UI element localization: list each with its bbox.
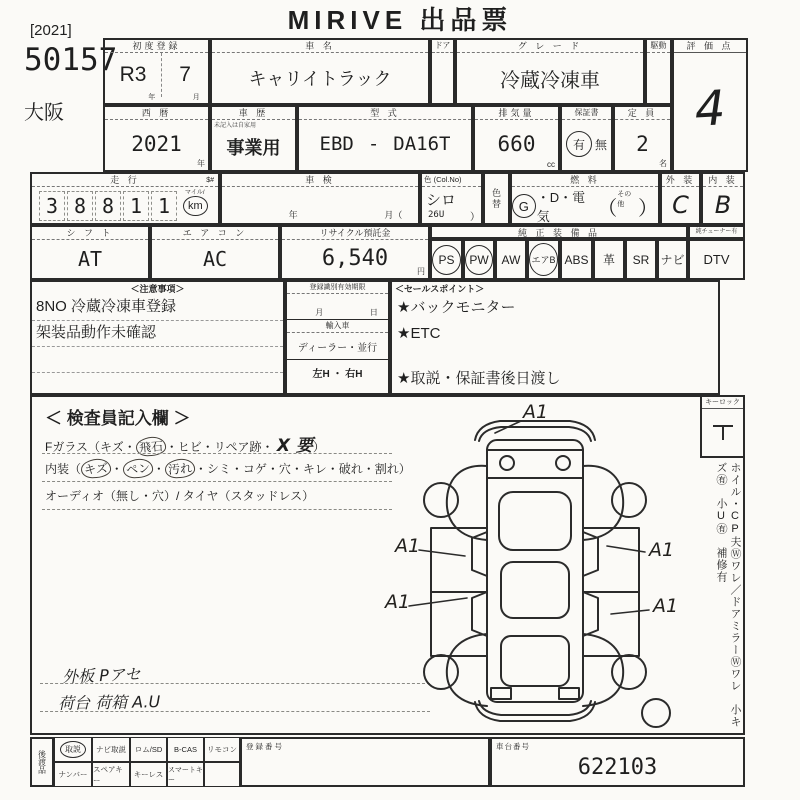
first-registration-unit-year: 年 (148, 94, 156, 101)
right-rear-window (583, 592, 598, 636)
color-change-label: 色替 (491, 187, 501, 210)
car-name-value: キャリイトラック (248, 69, 392, 89)
cell-color-change (483, 172, 510, 225)
fuel-options: ・D・電気 (536, 190, 586, 224)
fuel-paren-close: ） (638, 197, 658, 220)
equipment-item-abs (560, 239, 593, 280)
cell-mileage (30, 172, 220, 225)
handover-item-label: ロム/SD (134, 745, 163, 754)
inspection-unit-year: 年 (288, 210, 298, 220)
auction-year-bracket: [2021] (30, 22, 72, 39)
cell-warranty (560, 105, 613, 172)
auction-region: 大阪 (24, 102, 64, 124)
model-code-dash: - (367, 133, 380, 155)
left-rear-window (472, 592, 487, 636)
equipment-item-pw (463, 239, 495, 280)
chassis-number-cell (490, 737, 745, 787)
inspector-hand-note: 外板 Pアセ (61, 664, 141, 687)
fuel-label: 燃 料 (512, 174, 658, 187)
annotation-leader (419, 550, 465, 556)
mileage-digit: 8 (67, 191, 93, 221)
handover-item-spare-key (92, 762, 130, 787)
handover-item-label: 取説 (60, 741, 86, 758)
cell-registration-box (285, 280, 390, 395)
handover-item-label: スマートキー (168, 766, 203, 784)
equipment-item-aw (495, 239, 527, 280)
notes-line: 8NO 冷蔵冷凍車登録 (32, 295, 283, 321)
fuel-other: その他 (617, 191, 632, 208)
inspection-label: 車 検 (222, 174, 418, 187)
equipment-item-label: DTV (703, 252, 730, 267)
mileage-unit-circled: km (183, 196, 208, 216)
model-year-unit: 年 (197, 159, 205, 168)
displacement-unit: cc (547, 160, 555, 169)
equipment-item-label: SR (632, 252, 650, 267)
equipment-item-label: 革 (602, 253, 615, 267)
dotted-rule (42, 453, 392, 454)
cell-sales-points (390, 280, 720, 395)
handover-item-label: キーレス (133, 770, 164, 779)
right-mirror (556, 456, 570, 470)
mileage-label: 走 行 (110, 175, 140, 185)
capacity-value: 2 (636, 132, 649, 156)
equipment-item-ps (430, 239, 463, 280)
interior-value: B (714, 191, 732, 219)
damage-annotation: A1 (385, 591, 411, 613)
equipment-item-sr (625, 239, 657, 280)
handover-item-navi-manual (92, 737, 130, 762)
tuner-note-label: 純チューナー有 (695, 229, 738, 235)
dotted-rule (42, 509, 392, 510)
damage-annotation: A1 (653, 595, 679, 617)
mileage-symbol: $# (206, 177, 214, 184)
rear-right-wheel (612, 655, 646, 689)
handover-item-rom-sd (130, 737, 167, 762)
aircon-value: AC (202, 247, 228, 271)
handover-item-number-plate (54, 762, 92, 787)
mileage-unit-small: マイル/ (185, 190, 205, 196)
auction-number: 50157 (24, 42, 118, 78)
color-code: 26U (428, 210, 445, 220)
interior-sep: ・ (152, 462, 165, 476)
inspector-interior-line (45, 459, 411, 478)
cell-first-registration (103, 38, 210, 105)
handover-item-label: スペアキー (93, 764, 123, 785)
keylock-handwritten-mark-icon (713, 423, 733, 441)
rear-bumper-inner (479, 701, 591, 715)
inspector-hand-note: 荷台 荷箱 A.U (57, 692, 161, 713)
glass-circled-item: 飛石 (135, 436, 166, 457)
warranty-yes-circled: 有 (566, 131, 592, 157)
interior-circled-item: キズ (80, 458, 111, 479)
handle-position: 左H ・ 右H (312, 368, 363, 380)
cell-model-year (103, 105, 210, 172)
cell-car-name (210, 38, 430, 105)
sales-point-item: ★取説・保証書後日渡し (397, 370, 561, 387)
capacity-unit: 名 (659, 159, 667, 168)
warranty-no: 無 (594, 137, 607, 152)
shift-value: AT (77, 247, 103, 271)
inspector-title: ＜ 検査員記入欄 ＞ (45, 409, 191, 428)
handover-item-label: リモコン (207, 745, 237, 754)
warranty-label: 保証書 (562, 107, 611, 120)
keylock-box (700, 395, 745, 458)
chassis-number-value: 622103 (577, 754, 658, 780)
grade-value: 冷蔵冷凍車 (500, 69, 600, 92)
equipment-item-airbag (527, 239, 560, 280)
model-code-label: 型 式 (299, 107, 471, 120)
rear-bed-window (501, 636, 569, 686)
registration-month: 月 (315, 308, 324, 317)
first-registration-unit-month: 月 (192, 94, 200, 101)
dotted-rule (42, 481, 392, 482)
history-note: 未記入は自家用 (214, 123, 257, 129)
model-year-value: 2021 (131, 132, 182, 156)
interior-circled-item: 汚れ (164, 458, 195, 479)
annotation-leader (611, 610, 649, 614)
cell-aircon (150, 225, 280, 280)
cell-interior-grade (701, 172, 745, 225)
equipment-item-label: AW (501, 252, 521, 267)
exterior-label: 外 装 (662, 174, 699, 187)
grade-label: グ レ ー ド (457, 40, 643, 53)
registration-number-cell (240, 737, 490, 787)
equipment-item-navi (657, 239, 688, 280)
import-type: ディーラー・並行 (287, 333, 388, 360)
keylock-label: キーロック (702, 397, 743, 409)
handover-item-label: ナンバー (58, 770, 88, 779)
exterior-value: C (672, 191, 689, 219)
equipment-header (430, 225, 688, 239)
front-left-wheel (424, 483, 458, 517)
import-label: 輸入車 (287, 320, 388, 333)
interior-text: 内装（ (45, 462, 82, 476)
cell-color (420, 172, 483, 225)
inspector-audio-line: オーディオ（無し・穴）/ タイヤ（スタッドレス） (45, 489, 315, 503)
capacity-label: 定 員 (615, 107, 670, 120)
cell-exterior-grade (660, 172, 701, 225)
aircon-label: エ ア コ ン (152, 227, 278, 240)
color-value: シロ (426, 192, 457, 209)
inspection-unit-month: 月（ (384, 210, 403, 220)
equipment-tuner-note (688, 225, 745, 239)
recycle-value: 6,540 (321, 245, 389, 271)
model-code-prefix: EBD (319, 133, 354, 155)
sheet-title: MIRIVE 出品票 (287, 5, 513, 35)
handover-item-label: B-CAS (174, 745, 197, 754)
chassis-number-label: 車台番号 (496, 742, 530, 751)
interior-text: ・シミ・コゲ・穴・キレ・破れ・割れ） (194, 462, 411, 476)
handover-item-manual (54, 737, 92, 762)
recycle-unit: 円 (417, 267, 425, 276)
history-value: 事業用 (226, 138, 281, 158)
cell-inspection (220, 172, 420, 225)
door-label: ドア (432, 40, 453, 53)
left-mirror (500, 456, 514, 470)
cell-fuel (510, 172, 660, 225)
rear-bumper (475, 702, 595, 721)
cell-door (430, 38, 455, 105)
equipment-label: 純 正 装 備 品 (517, 228, 600, 238)
cell-capacity (613, 105, 672, 172)
equipment-item-label: エアB (529, 243, 558, 276)
cell-history (210, 105, 297, 172)
notes-line: 架装品動作未確認 (32, 321, 283, 347)
equipment-item-label: PS (432, 245, 461, 275)
rear-corner-left (491, 688, 511, 699)
mid-section (501, 562, 569, 618)
interior-sep: ・ (110, 462, 123, 476)
cell-score (672, 38, 748, 172)
interior-circled-item: ペン (122, 458, 153, 479)
first-registration-month: 7 (179, 63, 191, 86)
damage-annotation: A1 (395, 535, 421, 557)
sales-points-label: ＜セールスポイント＞ (395, 284, 485, 294)
color-paren: ） (470, 212, 480, 223)
spare-mark-circle (642, 699, 670, 727)
handover-item-smart-key (167, 762, 204, 787)
front-bumper (475, 421, 595, 440)
model-code-value: DA16T (393, 133, 451, 155)
damage-annotation: A1 (523, 401, 549, 423)
interior-label: 内 装 (703, 174, 743, 187)
mileage-digit: 3 (39, 191, 65, 221)
mileage-digit: 1 (123, 191, 149, 221)
displacement-value: 660 (497, 132, 536, 156)
registration-number-label: 登録番号 (246, 742, 284, 751)
cell-shift (30, 225, 150, 280)
front-bumper-inner (479, 427, 591, 441)
cab-roof-window (499, 492, 571, 550)
annotation-leader (409, 598, 467, 606)
cell-displacement (473, 105, 560, 172)
fuel-gasoline-circled: G (512, 194, 536, 218)
glass-text: ・ヒビ・リペア跡・ (165, 440, 274, 454)
handover-item-bcas (167, 737, 204, 762)
score-value: 4 (693, 80, 727, 138)
equipment-item-dtv (688, 239, 745, 280)
registration-day: 日 (369, 308, 378, 317)
first-registration-label: 初度登録 (105, 40, 208, 53)
recycle-label: リサイクル預託金 (282, 227, 428, 240)
mileage-digit: 8 (95, 191, 121, 221)
displacement-label: 排気量 (475, 107, 558, 120)
cell-notes (30, 280, 285, 395)
score-label: 評 価 点 (674, 40, 746, 53)
glass-text: Fガラス（キズ・ (45, 440, 136, 454)
fuel-paren-open: （ (597, 197, 618, 220)
cell-recycle-deposit (280, 225, 430, 280)
inspector-side-note: ホイル・CP夫Ⓦワレ／ドアミラーⓌワレ 小キズ㊒ 小U㊒ 補修有 (715, 462, 741, 728)
handover-item-empty (204, 762, 240, 787)
front-right-wheel (612, 483, 646, 517)
rear-right-fender (583, 634, 623, 706)
sales-point-item: ★バックモニター (397, 299, 516, 316)
equipment-item-label: PW (465, 245, 493, 275)
notes-empty-line (32, 347, 283, 373)
first-registration-era: R3 (105, 53, 162, 97)
handover-label-cell (30, 737, 54, 787)
mileage-digit: 1 (151, 191, 177, 221)
equipment-item-leather (593, 239, 625, 280)
damage-annotation: A1 (649, 539, 675, 561)
model-year-label: 西 暦 (105, 107, 208, 120)
handover-item-remote (204, 737, 240, 762)
history-label: 車 歴 (212, 107, 295, 120)
handover-label: 後渡品 (37, 750, 47, 774)
drive-label: 駆動 (647, 40, 670, 53)
notes-label: ＜注意事項＞ (130, 284, 185, 294)
car-name-label: 車 名 (212, 40, 428, 53)
handover-item-label: ナビ取説 (96, 745, 126, 754)
glass-text: ） (312, 440, 325, 454)
shift-label: シ フ ト (32, 227, 148, 240)
cell-grade (455, 38, 645, 105)
equipment-item-label: ナビ (660, 253, 685, 267)
cell-model-code (297, 105, 473, 172)
rear-left-fender (447, 634, 487, 706)
rear-left-wheel (424, 655, 458, 689)
equipment-item-label: ABS (564, 252, 589, 267)
sales-point-item: ★ETC (397, 325, 441, 342)
rear-corner-right (559, 688, 579, 699)
cell-drive (645, 38, 672, 105)
car-damage-diagram (375, 400, 685, 732)
handover-item-keyless (130, 762, 167, 787)
color-label: 色 (Col.No) (422, 174, 481, 187)
registration-label: 登録識別有効期限 (287, 282, 388, 294)
glass-handwritten-mark: X 要 (276, 436, 313, 456)
